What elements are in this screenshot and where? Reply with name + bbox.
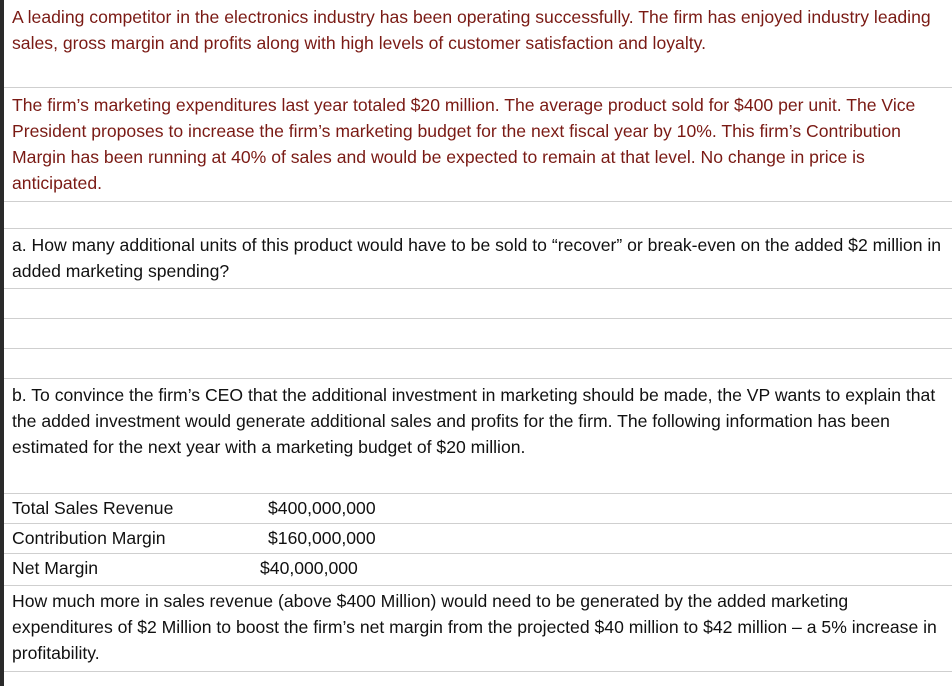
- facts-cell[interactable]: [4, 91, 952, 202]
- financial-label: Net Margin: [12, 558, 99, 578]
- question-b-intro-text: b. To convince the firm’s CEO that the additional investment in marketing should be made, the VP wants to explain that the added investment would generate additional sales and profits for the firm. The following information has been estimated for the next year with a marketing budget of $20 million.: [12, 385, 936, 457]
- financial-value: $40,000,000: [260, 558, 358, 578]
- financial-value: $400,000,000: [268, 498, 376, 518]
- financial-row-total-sales[interactable]: [4, 494, 952, 524]
- financial-label: Total Sales Revenue: [12, 498, 174, 518]
- empty-row[interactable]: [4, 319, 952, 349]
- financial-row-net-margin[interactable]: [4, 554, 952, 586]
- question-a-cell[interactable]: [4, 231, 952, 289]
- empty-row[interactable]: [4, 349, 952, 379]
- financial-label: Contribution Margin: [12, 528, 166, 548]
- intro-text: A leading competitor in the electronics industry has been operating successfully. The firm has enjoyed industry leading sales, gross margin and profits along with high levels of customer satisfaction and loyalty.: [12, 7, 931, 53]
- facts-text: The firm’s marketing expenditures last year totaled $20 million. The average product sold for $400 per unit. The Vice President proposes to increase the firm’s marketing budget for the next fiscal year by 10%. This firm’s Contribution Margin has been running at 40% of sales and would be expected to remain at that level. No change in price is anticipated.: [12, 95, 916, 193]
- question-b-text: How much more in sales revenue (above $400 Million) would need to be generated by the added marketing expenditures of $2 Million to boost the firm’s net margin from the projected $40 million to $42 million – a 5% increase in profitability.: [12, 591, 937, 663]
- question-a-text: a. How many additional units of this product would have to be sold to “recover” or break-even on the added $2 million in added marketing spending?: [12, 235, 942, 281]
- question-b-intro-cell[interactable]: [4, 381, 952, 494]
- empty-row[interactable]: [4, 289, 952, 319]
- financial-value: $160,000,000: [268, 528, 376, 548]
- financial-row-contribution-margin[interactable]: [4, 524, 952, 554]
- intro-cell[interactable]: [4, 3, 952, 88]
- empty-row[interactable]: [4, 202, 952, 229]
- question-b-cell[interactable]: [4, 587, 952, 672]
